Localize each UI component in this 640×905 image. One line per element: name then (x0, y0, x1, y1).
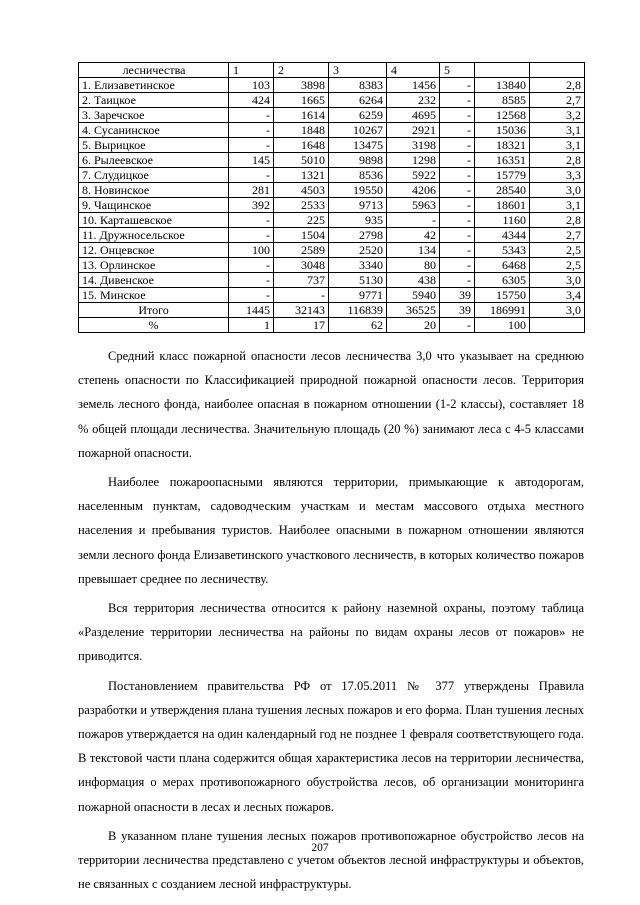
table-cell: 39 (440, 303, 475, 318)
table-cell: - (440, 123, 475, 138)
table-row (79, 273, 585, 288)
table-cell: 80 (387, 258, 440, 273)
table-cell: 28540 (475, 183, 530, 198)
table-cell: 392 (229, 198, 274, 213)
table-cell: 20 (387, 318, 440, 333)
table-cell: 13475 (329, 138, 387, 153)
table-cell: % (79, 318, 229, 333)
table-cell: 1614 (274, 108, 329, 123)
table-cell: - (440, 93, 475, 108)
table-cell: 13840 (475, 78, 530, 93)
table-cell: 9713 (329, 198, 387, 213)
table-cell: 3898 (274, 78, 329, 93)
table-cell: 12. Онцевское (79, 243, 229, 258)
table-row (79, 288, 585, 303)
table-cell: 2589 (274, 243, 329, 258)
table-cell: 1445 (229, 303, 274, 318)
table-cell: 3340 (329, 258, 387, 273)
paragraph: Наиболее пожароопасными являются территории, примыкающие к автодорогам, населенным пунктам, садоводческим участкам и местам массового отдыха местного населения и пребывания туристов. Наиболее опасными в пожарном отношении являются земли лесного фонда Елизаветинского участкового лесничеств, в которых количество пожаров превышает среднее по лесничеству. (78, 475, 584, 586)
table-cell: 281 (229, 183, 274, 198)
table-cell: 15036 (475, 123, 530, 138)
table-cell (475, 63, 530, 78)
table-cell: 2,7 (530, 93, 585, 108)
table-cell: - (229, 273, 274, 288)
table-total-row (79, 303, 585, 318)
table-cell: 8383 (329, 78, 387, 93)
table-cell: 3,1 (530, 123, 585, 138)
table-cell: лесничества (79, 63, 229, 78)
table-cell: 5. Вырицкое (79, 138, 229, 153)
table-cell: 32143 (274, 303, 329, 318)
table-cell: 10. Карташевское (79, 213, 229, 228)
table-cell: 2798 (329, 228, 387, 243)
table-cell: 225 (274, 213, 329, 228)
table-cell: 3,2 (530, 108, 585, 123)
table-cell: 2 (274, 63, 329, 78)
table-cell: - (229, 123, 274, 138)
table-cell: 6264 (329, 93, 387, 108)
table-cell: 116839 (329, 303, 387, 318)
table-cell: - (440, 183, 475, 198)
table-cell: 2,5 (530, 258, 585, 273)
paragraph: Постановлением правительства РФ от 17.05.2011 № 377 утверждены Правила разработки и утверждения плана тушения лесных пожаров и его форма. План тушения лесных пожаров утверждается на один календарный год не позднее 1 февраля соответствующего года. В текстовой части плана содержится общая характеристика лесов на территории лесничества, информация о мерах противопожарного обустройства лесов, об организации мониторинга пожарной опасности в лесах и лесных пожаров. (78, 678, 584, 814)
table-cell: 2,8 (530, 153, 585, 168)
table-cell: 5940 (387, 288, 440, 303)
table-row (79, 78, 585, 93)
table-cell: - (440, 78, 475, 93)
table-cell: 103 (229, 78, 274, 93)
page-number: 207 (311, 842, 329, 854)
table-cell (530, 318, 585, 333)
table-cell: 1160 (475, 213, 530, 228)
table-cell: 13. Орлинское (79, 258, 229, 273)
table-cell: 5922 (387, 168, 440, 183)
table-row (79, 243, 585, 258)
table-cell: 5010 (274, 153, 329, 168)
table-row (79, 183, 585, 198)
table-cell: 12568 (475, 108, 530, 123)
table-cell: 15. Минское (79, 288, 229, 303)
table-cell: - (440, 258, 475, 273)
table-cell: 186991 (475, 303, 530, 318)
table-cell: 8536 (329, 168, 387, 183)
table-cell: 1 (229, 318, 274, 333)
table-cell: 2921 (387, 123, 440, 138)
table-cell: 19550 (329, 183, 387, 198)
table-cell: 36525 (387, 303, 440, 318)
paragraph: Вся территория лесничества относится к району наземной охраны, поэтому таблица «Разделение территории лесничества на районы по видам охраны лесов от пожаров» не приводится. (78, 601, 584, 664)
table-cell: - (440, 168, 475, 183)
table-cell: 16351 (475, 153, 530, 168)
table-cell: 5343 (475, 243, 530, 258)
table-cell: 4695 (387, 108, 440, 123)
table-cell: - (440, 318, 475, 333)
table-cell: - (229, 228, 274, 243)
table-cell: 6468 (475, 258, 530, 273)
table-cell: 4. Сусанинское (79, 123, 229, 138)
table-cell: 4503 (274, 183, 329, 198)
table-cell: 2533 (274, 198, 329, 213)
table-cell: 232 (387, 93, 440, 108)
table-cell: 42 (387, 228, 440, 243)
table-cell: 1504 (274, 228, 329, 243)
table-header-row (79, 63, 585, 78)
table-cell: 4206 (387, 183, 440, 198)
table-cell: - (229, 213, 274, 228)
table-cell: - (229, 168, 274, 183)
table-cell: 4 (387, 63, 440, 78)
table-row (79, 138, 585, 153)
table-cell: - (229, 258, 274, 273)
table-cell: 2,8 (530, 78, 585, 93)
table-cell: 62 (329, 318, 387, 333)
table-cell: - (440, 273, 475, 288)
table-row (79, 93, 585, 108)
table-cell: 6259 (329, 108, 387, 123)
paragraph: Средний класс пожарной опасности лесов лесничества 3,0 что указывает на среднюю степень опасности по Классификацией природной пожарной опасности лесов. Территория земель лесного фонда, наиболее опасная в пожарном отношении (1-2 классы), составляет 18 % общей площади лесничества. Значительную площадь (20 %) занимают леса с 4-5 классами пожарной опасности. (78, 349, 584, 460)
table-cell: 1456 (387, 78, 440, 93)
table-cell: 1 (229, 63, 274, 78)
table-row (79, 258, 585, 273)
body-text (78, 344, 584, 901)
table-cell: 3,0 (530, 303, 585, 318)
table-cell: - (387, 213, 440, 228)
table-cell: 1665 (274, 93, 329, 108)
table-row (79, 108, 585, 123)
table-cell: 3,0 (530, 273, 585, 288)
table-cell (530, 63, 585, 78)
table-cell: - (440, 138, 475, 153)
table-cell: - (229, 138, 274, 153)
table-cell: 9. Чащинское (79, 198, 229, 213)
table-cell: 39 (440, 288, 475, 303)
table-cell: 1321 (274, 168, 329, 183)
table-cell: 5963 (387, 198, 440, 213)
table-cell: 7. Слудицкое (79, 168, 229, 183)
table-row (79, 123, 585, 138)
table-cell: 2520 (329, 243, 387, 258)
table-cell: 6305 (475, 273, 530, 288)
table-cell: - (440, 228, 475, 243)
table-cell: 8585 (475, 93, 530, 108)
table-cell: 9898 (329, 153, 387, 168)
table-row (79, 153, 585, 168)
table-cell: 2,7 (530, 228, 585, 243)
table-cell: 9771 (329, 288, 387, 303)
table-cell: 6. Рылеевское (79, 153, 229, 168)
table-cell: 1648 (274, 138, 329, 153)
table-cell: 5 (440, 63, 475, 78)
table-cell: - (440, 153, 475, 168)
table-cell: 3,3 (530, 168, 585, 183)
table-cell: - (274, 288, 329, 303)
table-cell: 737 (274, 273, 329, 288)
table-cell: 18321 (475, 138, 530, 153)
table-cell: 3,4 (530, 288, 585, 303)
paragraph: В указанном плане тушения лесных пожаров противопожарное обустройство лесов на территории лесничества представлено с учетом объектов лесной инфраструктуры и объектов, не связанных с созданием лесной инфраструктуры. (78, 828, 584, 892)
table-cell: 4344 (475, 228, 530, 243)
table-cell: 2,8 (530, 213, 585, 228)
table-cell: 15750 (475, 288, 530, 303)
table-cell: - (229, 288, 274, 303)
table-cell: 438 (387, 273, 440, 288)
table-cell: 3. Заречское (79, 108, 229, 123)
table-row (79, 228, 585, 243)
table-cell: - (440, 198, 475, 213)
table-cell: 935 (329, 213, 387, 228)
table-cell: 1. Елизаветинское (79, 78, 229, 93)
table-row (79, 213, 585, 228)
table-cell: - (440, 243, 475, 258)
table-cell: 3198 (387, 138, 440, 153)
table-body (79, 63, 585, 333)
table-cell: - (440, 108, 475, 123)
table-cell: 2. Таицкое (79, 93, 229, 108)
table-cell: 100 (475, 318, 530, 333)
table-cell: 134 (387, 243, 440, 258)
table-percent-row (79, 318, 585, 333)
table-cell: 100 (229, 243, 274, 258)
table-cell: 15779 (475, 168, 530, 183)
table-row (79, 168, 585, 183)
table-cell: 2,5 (530, 243, 585, 258)
table-cell: 3,0 (530, 183, 585, 198)
table-cell: - (440, 213, 475, 228)
table-cell: 8. Новинское (79, 183, 229, 198)
table-cell: 3048 (274, 258, 329, 273)
table-cell: 11. Дружносельское (79, 228, 229, 243)
table-cell: 14. Дивенское (79, 273, 229, 288)
table-cell: 1298 (387, 153, 440, 168)
table-cell: 424 (229, 93, 274, 108)
table-cell: 145 (229, 153, 274, 168)
table-cell: 3,1 (530, 138, 585, 153)
fire-class-table (78, 62, 585, 333)
table-cell: 10267 (329, 123, 387, 138)
table-cell: 1848 (274, 123, 329, 138)
table-cell: 3,1 (530, 198, 585, 213)
table-cell: Итого (79, 303, 229, 318)
table-cell: 18601 (475, 198, 530, 213)
table-row (79, 198, 585, 213)
table-cell: - (229, 108, 274, 123)
table-cell: 3 (329, 63, 387, 78)
table-cell: 17 (274, 318, 329, 333)
table-cell: 5130 (329, 273, 387, 288)
